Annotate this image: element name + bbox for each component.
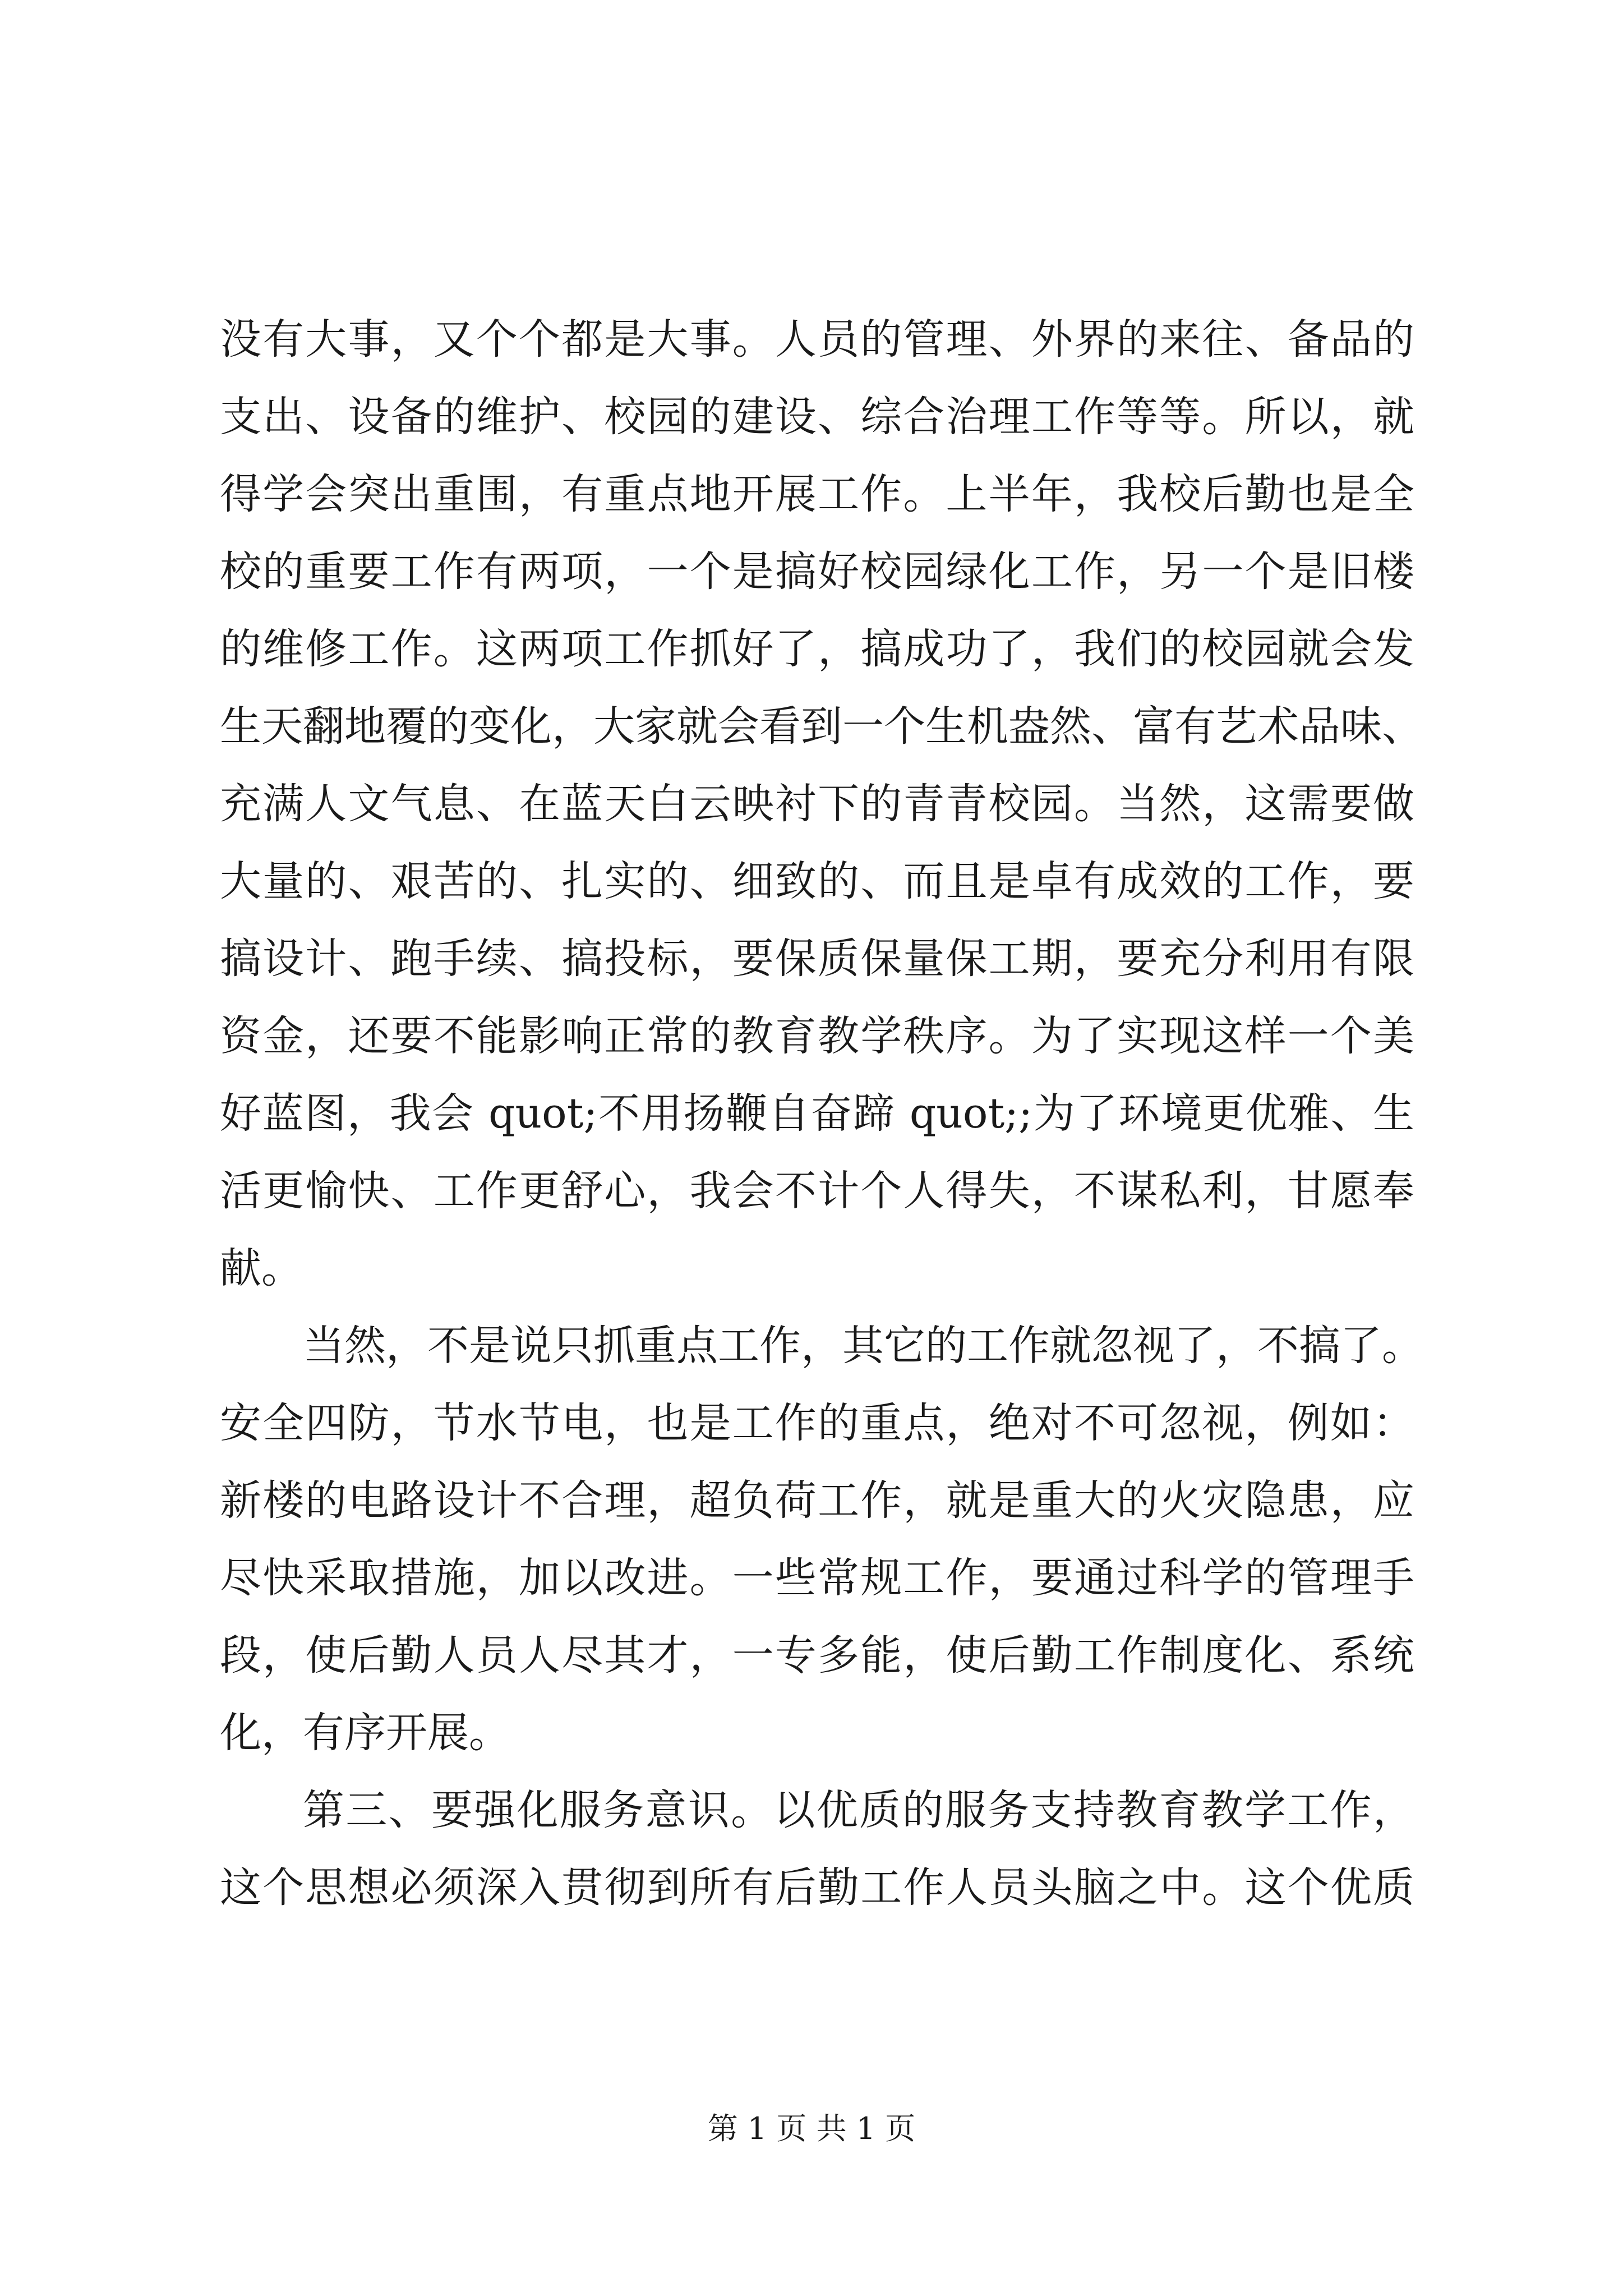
paragraph-line: 搞设计、跑手续、搞投标，要保质保量保工期，要充分利用有限 [220, 935, 1414, 983]
paragraph-line: 段，使后勤人员人尽其才，一专多能，使后勤工作制度化、系统 [220, 1631, 1414, 1680]
paragraph-line: 好蓝图，我会 quot;不用扬鞭自奋蹄 quot;;为了环境更优雅、生 [220, 1089, 1414, 1138]
paragraph-line: 生天翻地覆的变化，大家就会看到一个生机盎然、富有艺术品味、 [220, 702, 1423, 751]
paragraph-line: 献。 [220, 1244, 303, 1292]
paragraph-line: 大量的、艰苦的、扎实的、细致的、而且是卓有成效的工作，要 [220, 857, 1414, 905]
paragraph-line: 化，有序开展。 [220, 1709, 510, 1757]
paragraph-line: 校的重要工作有两项，一个是搞好校园绿化工作，另一个是旧楼 [220, 547, 1414, 596]
paragraph-line: 当然，不是说只抓重点工作，其它的工作就忽视了，不搞了。 [303, 1322, 1423, 1370]
paragraph-line: 第三、要强化服务意识。以优质的服务支持教育教学工作， [303, 1786, 1414, 1834]
paragraph-line: 充满人文气息、在蓝天白云映衬下的青青校园。当然，这需要做 [220, 780, 1414, 828]
page-footer: 第 1 页 共 1 页 [707, 2111, 916, 2146]
paragraph-line: 活更愉快、工作更舒心，我会不计个人得失，不谋私利，甘愿奉 [220, 1167, 1414, 1215]
paragraph-line: 没有大事，又个个都是大事。人员的管理、外界的来往、备品的 [220, 315, 1414, 364]
paragraph-line: 尽快采取措施，加以改进。一些常规工作，要通过科学的管理手 [220, 1554, 1414, 1602]
paragraph-line: 新楼的电路设计不合理，超负荷工作，就是重大的火灾隐患，应 [220, 1476, 1414, 1525]
paragraph-line: 得学会突出重围，有重点地开展工作。上半年，我校后勤也是全 [220, 470, 1414, 518]
paragraph-line: 这个思想必须深入贯彻到所有后勤工作人员头脑之中。这个优质 [220, 1864, 1414, 1912]
paragraph-line: 的维修工作。这两项工作抓好了，搞成功了，我们的校园就会发 [220, 625, 1414, 673]
paragraph-line: 资金，还要不能影响正常的教育教学秩序。为了实现这样一个美 [220, 1012, 1414, 1060]
paragraph-line: 支出、设备的维护、校园的建设、综合治理工作等等。所以，就 [220, 393, 1414, 441]
paragraph-line: 安全四防，节水节电，也是工作的重点，绝对不可忽视，例如： [220, 1399, 1414, 1447]
